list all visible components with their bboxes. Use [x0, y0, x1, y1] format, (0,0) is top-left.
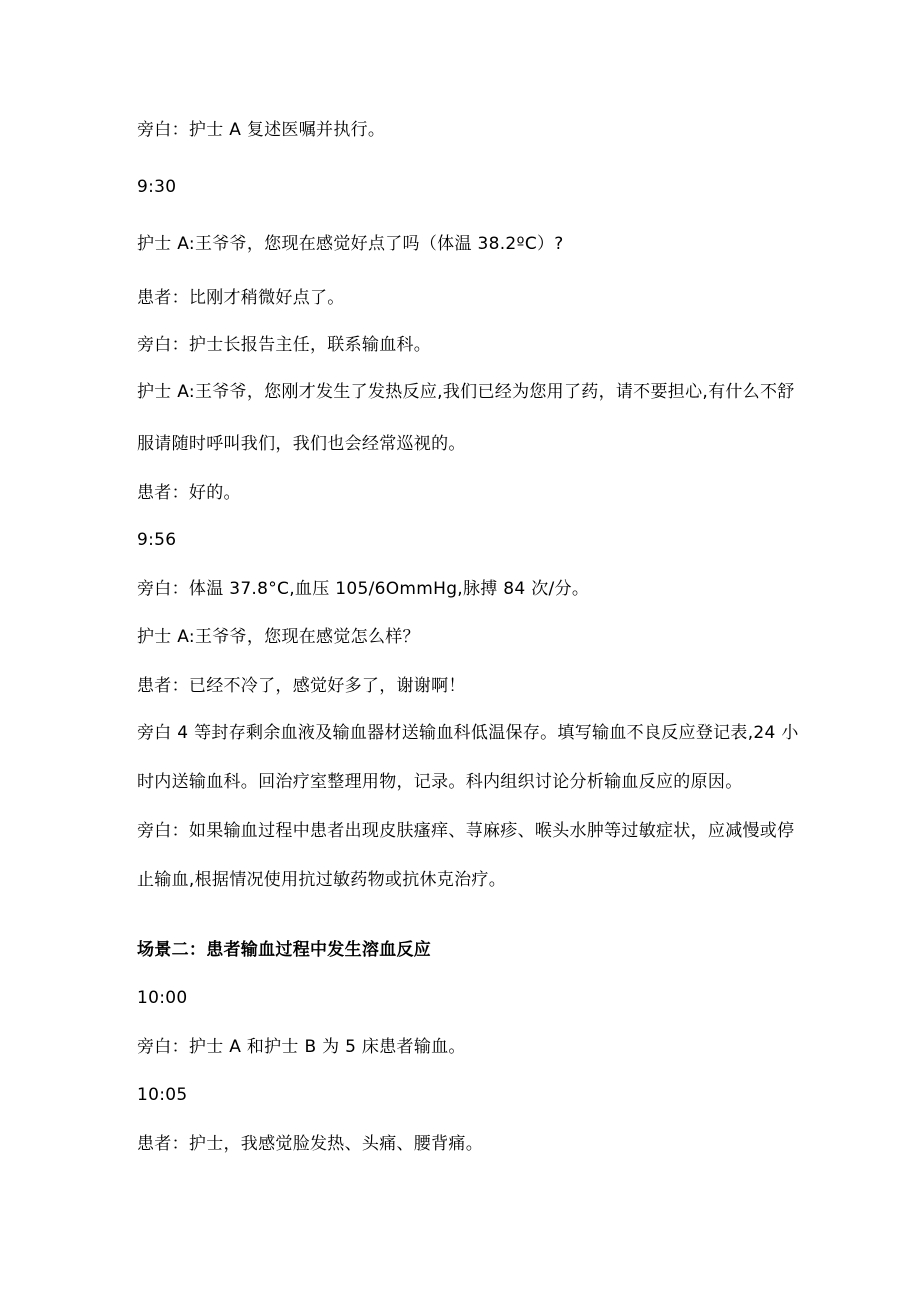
narration-line: 旁白：如果输血过程中患者出现皮肤瘙痒、荨麻疹、喉头水肿等过敏症状，应减慢或停 — [137, 821, 795, 841]
narration-line: 旁白：体温 37.8°C,血压 105/6OmmHg,脉搏 84 次/分。 — [137, 579, 590, 599]
dialogue-line: 患者：护士，我感觉脸发热、头痛、腰背痛。 — [137, 1134, 483, 1154]
time-stamp: 10:00 — [137, 988, 188, 1008]
dialogue-line: 患者：比刚才稍微好点了。 — [137, 288, 345, 308]
dialogue-line: 护士 A:王爷爷，您刚才发生了发热反应,我们已经为您用了药，请不要担心,有什么不舒 — [137, 382, 795, 402]
dialogue-line: 护士 A:王爷爷，您现在感觉好点了吗（体温 38.2ºC）? — [137, 234, 564, 254]
narration-line: 旁白 4 等封存剩余血液及输血器材送输血科低温保存。填写输血不良反应登记表,24 小 — [137, 723, 799, 743]
dialogue-line: 患者：已经不冷了，感觉好多了，谢谢啊！ — [137, 676, 466, 696]
time-stamp: 9:30 — [137, 177, 177, 197]
dialogue-line: 患者：好的。 — [137, 483, 241, 503]
narration-line-continued: 止输血,根据情况使用抗过敏药物或抗休克治疗。 — [137, 870, 507, 890]
narration-line-continued: 时内送输血科。回治疗室整理用物，记录。科内组织讨论分析输血反应的原因。 — [137, 772, 743, 792]
narration-line: 旁白：护士长报告主任，联系输血科。 — [137, 335, 432, 355]
narration-line: 旁白：护士 A 和护士 B 为 5 床患者输血。 — [137, 1037, 466, 1057]
dialogue-line-continued: 服请随时呼叫我们，我们也会经常巡视的。 — [137, 434, 466, 454]
time-stamp: 9:56 — [137, 530, 177, 550]
narration-line: 旁白：护士 A 复述医嘱并执行。 — [137, 120, 386, 140]
dialogue-line: 护士 A:王爷爷，您现在感觉怎么样？ — [137, 627, 420, 647]
scene-heading: 场景二：患者输血过程中发生溶血反应 — [137, 940, 432, 960]
time-stamp: 10:05 — [137, 1085, 188, 1105]
